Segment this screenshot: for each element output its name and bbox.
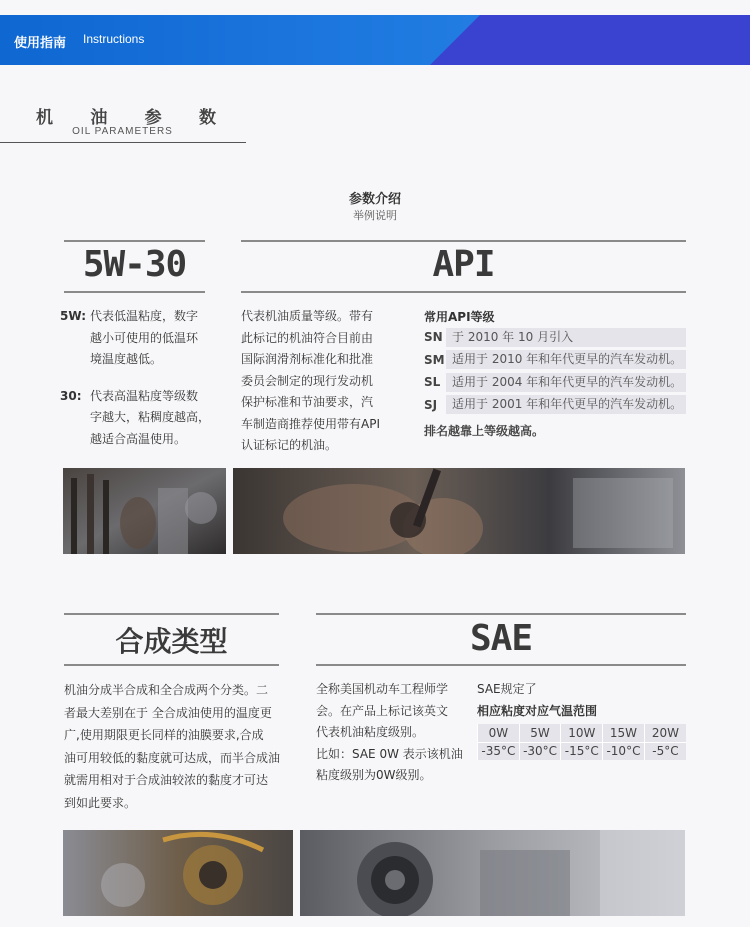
intro-title: 参数介绍	[348, 192, 401, 207]
text-line: 越适合高温使用。	[90, 431, 187, 446]
header-title: 使用指南	[14, 36, 67, 51]
section-subheading: OIL PARAMETERS	[72, 126, 173, 137]
text-line: 代表高温粘度等级数	[90, 388, 199, 403]
synthetic-desc	[64, 679, 304, 814]
viscosity-item	[60, 386, 230, 451]
header-subtitle: Instructions	[83, 32, 145, 46]
api-grade-list	[424, 327, 686, 417]
viscosity-desc	[60, 306, 230, 450]
section-heading-char: 油	[90, 108, 108, 128]
api-grade-desc: 于 2010 年 10 月引入	[446, 328, 686, 347]
text-line: 代表机油质量等级。带有	[241, 309, 374, 323]
sae-grade: 15W	[603, 724, 645, 742]
sae-temp: -15°C	[561, 742, 603, 760]
api-grade-code: SN	[424, 330, 443, 344]
sae-range-title: 相应粘度对应气温范围	[477, 704, 598, 718]
api-desc	[241, 306, 401, 457]
api-grade-row	[424, 350, 686, 370]
text-line: 代表机油粘度级别。	[316, 725, 425, 739]
synthetic-top-rule	[64, 613, 279, 615]
text-line: 保护标准和节油要求，汽	[241, 395, 374, 409]
api-heading: API	[432, 244, 495, 285]
text-line: 者最大差别在于 全合成油使用的温度更	[64, 705, 272, 720]
text-line: 字越大，粘稠度越高，	[90, 410, 211, 424]
text-line: 会。在产品上标记该英文	[316, 703, 449, 718]
text-line: 全称美国机动车工程师学	[316, 682, 449, 696]
engine-parts-photo	[300, 830, 685, 916]
api-top-rule	[241, 240, 686, 242]
sae-grade: 5W	[519, 724, 561, 742]
section-heading	[36, 103, 216, 128]
viscosity-heading: 5W-30	[82, 244, 187, 285]
viscosity-key: 5W:	[60, 309, 87, 323]
viscosity-key: 30:	[60, 388, 82, 403]
sae-desc	[316, 679, 472, 787]
viscosity-top-rule	[64, 240, 205, 242]
text-line: 车制造商推荐使用带有API	[241, 416, 380, 431]
api-list-title: 常用API等级	[424, 310, 495, 324]
sae-temp: -35°C	[478, 742, 520, 760]
sae-heading: SAE	[469, 618, 533, 659]
text-line: 油可用较低的黏度就可达成，而半合成油	[64, 750, 281, 765]
api-note: 排名越靠上等级越高。	[424, 424, 545, 438]
sae-temp-row	[478, 742, 687, 760]
section-heading-char: 参	[144, 108, 162, 128]
sae-rule-label: SAE规定了	[477, 682, 537, 696]
text-line: 国际润滑剂标准化和批准	[241, 352, 374, 366]
sae-temp: -5°C	[644, 742, 686, 760]
sae-bottom-rule	[316, 664, 686, 666]
sae-temp-table	[477, 724, 686, 760]
api-grade-desc: 适用于 2010 年和年代更早的汽车发动机。	[446, 350, 686, 369]
text-line: 委员会制定的现行发动机	[241, 373, 374, 388]
api-grade-row	[424, 372, 686, 392]
text-line: 境温度越低。	[90, 352, 163, 366]
api-grade-code: SJ	[424, 397, 438, 412]
api-grade-row	[424, 327, 686, 347]
section-heading-char: 机	[36, 108, 53, 128]
sae-grade: 0W	[478, 724, 520, 742]
text-line: 代表低温粘度，数字	[90, 309, 199, 323]
text-line: 认证标记的机油。	[241, 438, 338, 452]
api-bottom-rule	[241, 291, 686, 293]
engine-photo-left	[63, 468, 226, 554]
sae-grade-row	[478, 724, 687, 742]
section-heading-char: 数	[198, 108, 216, 128]
sae-grade: 20W	[644, 724, 686, 742]
viscosity-item	[60, 306, 230, 371]
header-bar	[0, 15, 750, 65]
text-line: 粘度级别为0W级别。	[316, 768, 432, 782]
sae-temp: -30°C	[519, 742, 561, 760]
sae-grade: 10W	[561, 724, 603, 742]
text-line: 比如：SAE 0W 表示该机油	[316, 746, 463, 761]
text-line: 机油分成半合成和全合成两个分类。二	[64, 683, 269, 697]
mechanic-photo	[233, 468, 685, 554]
text-line: 到如此要求。	[64, 795, 137, 810]
text-line: 广,使用期限更长同样的油膜要求,合成	[64, 728, 264, 742]
intro-subtitle: 举例说明	[353, 209, 397, 222]
api-grade-row	[424, 395, 686, 415]
text-line: 就需用相对于合成油较浓的黏度才可达	[64, 773, 269, 787]
header-slant-accent	[430, 15, 750, 65]
section-divider	[0, 142, 246, 143]
api-grade-desc: 适用于 2001 年和年代更早的汽车发动机。	[446, 395, 686, 414]
text-line: 越小可使用的低温环	[90, 330, 199, 345]
gear-chain-photo	[63, 830, 293, 916]
sae-top-rule	[316, 613, 686, 615]
synthetic-heading: 合成类型	[115, 625, 228, 658]
text-line: 此标记的机油符合目前由	[241, 330, 374, 345]
sae-temp: -10°C	[603, 742, 645, 760]
api-grade-code: SL	[424, 375, 441, 389]
synthetic-bottom-rule	[64, 664, 279, 666]
viscosity-bottom-rule	[64, 291, 205, 293]
api-grade-desc: 适用于 2004 年和年代更早的汽车发动机。	[446, 373, 686, 392]
api-grade-code: SM	[424, 352, 445, 367]
